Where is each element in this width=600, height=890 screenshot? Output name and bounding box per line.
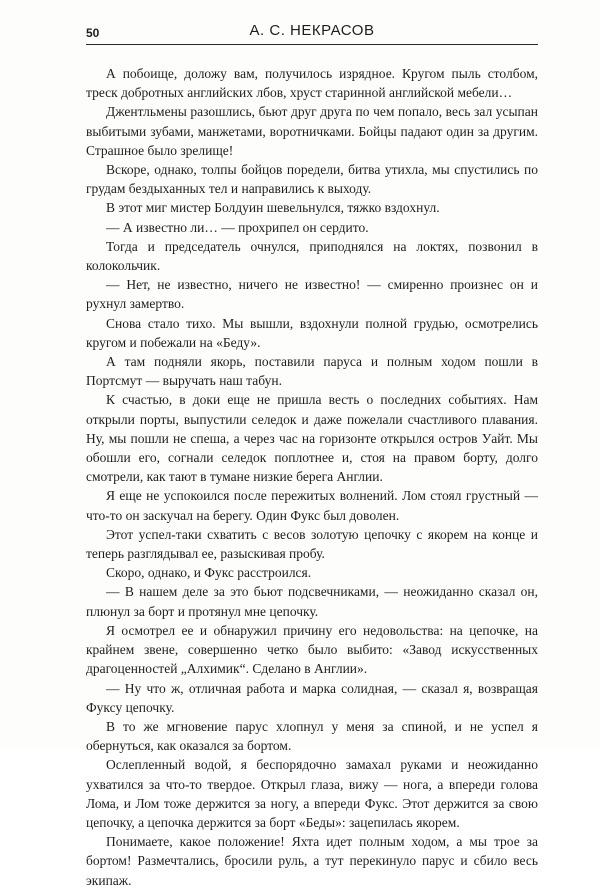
paragraph: В то же мгновение парус хлопнул у меня за спиной, и не успел я обернуться, как оказался за бортом.	[86, 718, 538, 754]
paragraph: Вскоре, однако, толпы бойцов поредели, битва утихла, мы спустились по грудам бездыханных тел и направились к выходу.	[86, 162, 538, 197]
paragraph: В этот миг мистер Болдуин шевельнулся, тяжко вздохнул.	[106, 200, 440, 216]
body-text	[86, 64, 538, 890]
paragraph: — В нашем деле за это бьют подсвечниками, — неожиданно сказал он, плюнул за борт и протянул мне цепочку.	[86, 584, 538, 619]
paragraph: — А известно ли… — прохрипел он сердито.	[106, 219, 369, 235]
paragraph: Джентльмены разошлись, бьют друг друга по чем попало, весь зал усыпан выбитыми зубами, манжетами, воротничками. Бойцы падают один за другим. Страшное было зрелище!	[86, 104, 538, 158]
paragraph: К счастью, в доки еще не пришла весть о последних событиях. Нам открыли порты, выпустили селедок и даже пожелали счастливого плавания. Ну, мы пошли не спеша, а через час на горизонте открылся остров Уайт. Мы обошли его, согнали селедок поплотнее и, стоя на правом борту, долго смотрели, как тают в тумане низкие берега Англии.	[86, 392, 538, 485]
running-title: А. С. НЕКРАСОВ	[249, 22, 375, 39]
paragraph: — Ну что ж, отличная работа и марка солидная, — сказал я, возвращая Фуксу цепочку.	[86, 680, 538, 715]
paragraph: Тогда и председатель очнулся, приподнялся на локтях, позвонил в колокольчик.	[86, 238, 538, 274]
page-header	[86, 20, 538, 45]
paragraph: А побоище, доложу вам, получилось изрядное. Кругом пыль столбом, треск добротных английских лбов, хруст старинной английской мебели…	[86, 66, 538, 101]
page-number: 50	[86, 26, 100, 40]
paragraph: Я еще не успокоился после пережитых волнений. Лом стоял грустный — что-то он заскучал на берегу. Один Фукс был доволен.	[86, 488, 538, 523]
paragraph: Этот успел-таки схватить с весов золотую цепочку с якорем на конце и теперь разглядывал ее, разыскивая пробу.	[86, 526, 538, 562]
paragraph: Ослепленный водой, я беспорядочно замахал руками и неожиданно ухватился за что-то твердое. Открыл глаза, вижу — нога, а впереди голова Лома, и Лом тоже держится за ногу, а впереди Фукс. Этот держится за свою цепочку, а цепочка держится за борт «Беды»: зацепилась якорем.	[86, 757, 538, 830]
paragraph: Я осмотрел ее и обнаружил причину его недовольства: на цепочке, на крайнем звене, совершенно четко было выбито: «Завод искусственных драгоценностей „Алхимик“. Сделано в Англии».	[86, 622, 538, 677]
paragraph: Понимаете, какое положение! Яхта идет полным ходом, а мы трое за бортом! Размечтались, бросили руль, а тут перекинуло парус и сбило весь экипаж.	[86, 834, 538, 888]
paragraph: А там подняли якорь, поставили паруса и полным ходом пошли в Портсмут — выручать наш табун.	[86, 354, 538, 389]
paragraph: Снова стало тихо. Мы вышли, вздохнули полной грудью, осмотрелись кругом и побежали на «Беду».	[86, 315, 538, 350]
paragraph: Скоро, однако, и Фукс расстроился.	[106, 565, 312, 581]
paragraph: — Нет, не известно, ничего не известно! — смиренно произнес он и рухнул замертво.	[86, 277, 538, 312]
